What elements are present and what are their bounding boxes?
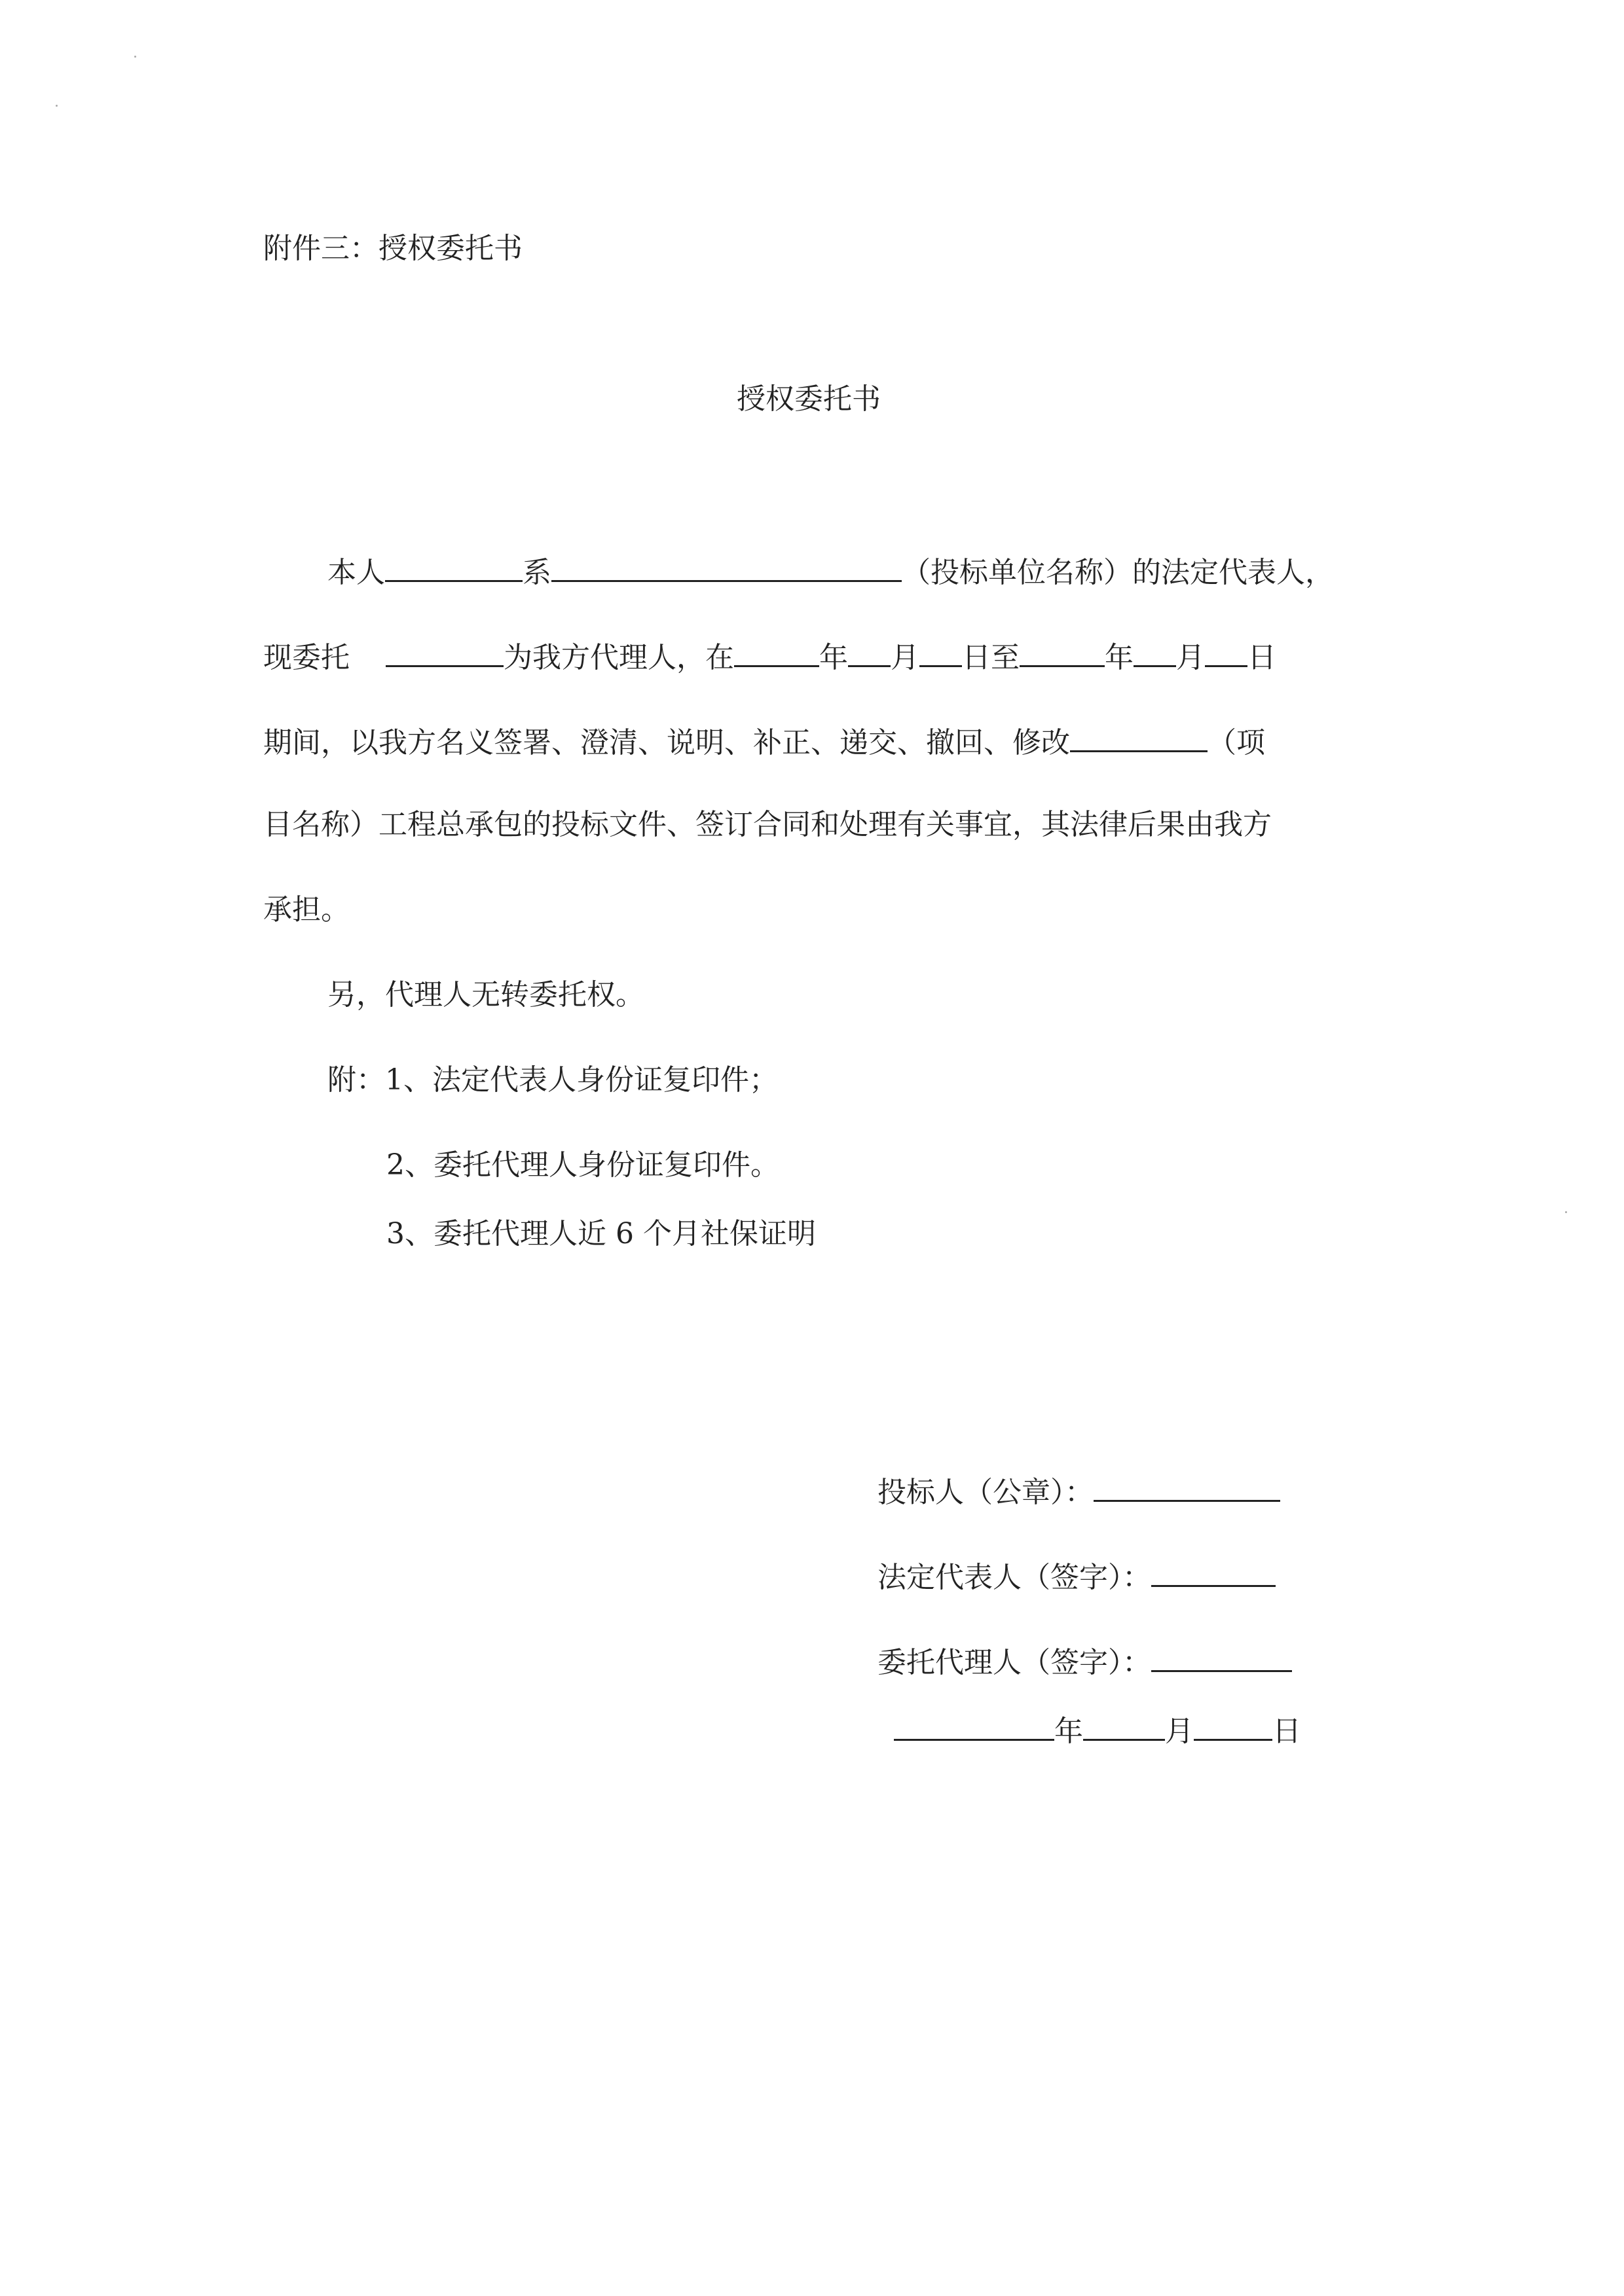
blank-end-year: [1020, 635, 1105, 667]
blank-project-name: [1070, 720, 1208, 752]
text-principal: 本人: [327, 556, 385, 589]
scan-speck: [56, 105, 58, 107]
signature-bidder: [877, 1470, 1280, 1512]
attachment-item-1-text: 1、法定代表人身份证复印件；: [385, 1063, 778, 1097]
blank-bidder-name: [551, 550, 902, 582]
signature-legal-rep: [877, 1555, 1276, 1597]
text-month-2: 月: [1176, 641, 1205, 674]
text-sign-year: 年: [1054, 1715, 1083, 1748]
agent-sign-label: 委托代理人（签字）：: [877, 1646, 1151, 1679]
blank-sign-year: [894, 1709, 1054, 1741]
text-sign-month: 月: [1165, 1715, 1194, 1748]
attachment-item-2: 2、委托代理人身份证复印件。: [386, 1148, 779, 1182]
text-year-1: 年: [819, 641, 848, 674]
text-sign-day: 日: [1272, 1715, 1301, 1748]
signature-date: [894, 1709, 1301, 1751]
paragraph-line-5: 承担。: [263, 893, 350, 926]
legal-rep-sign-label: 法定代表人（签字）：: [877, 1561, 1151, 1594]
bidder-seal-label: 投标人（公章）：: [877, 1476, 1094, 1509]
text-day-to: 日至: [962, 641, 1020, 674]
scan-speck: [134, 56, 136, 58]
attachment-item-1: [327, 1061, 778, 1100]
paragraph-line-2: [263, 635, 1276, 678]
no-subdelegation-note: 另，代理人无转委托权。: [327, 978, 644, 1011]
text-month-1: 月: [891, 641, 919, 674]
blank-bidder-seal: [1094, 1470, 1280, 1502]
attachment-item-3: 3、委托代理人近 6 个月社保证明: [386, 1217, 816, 1250]
blank-sign-month: [1083, 1709, 1165, 1741]
document-title: 授权委托书: [737, 382, 881, 416]
blank-end-month: [1134, 635, 1176, 667]
paragraph-line-4: 目名称）工程总承包的投标文件、签订合同和处理有关事宜，其法律后果由我方: [263, 808, 1272, 841]
text-project-open: （项: [1208, 726, 1265, 759]
blank-agent-name: [386, 635, 504, 667]
blank-sign-day: [1194, 1709, 1272, 1741]
text-scope: 期间，以我方名义签署、澄清、说明、补正、递交、撤回、修改: [263, 726, 1070, 759]
blank-principal-name: [385, 550, 523, 582]
paragraph-line-3: [263, 720, 1265, 763]
blank-start-year: [734, 635, 819, 667]
scan-speck: [1565, 1211, 1567, 1213]
text-entrust: 现委托: [263, 641, 350, 674]
signature-agent: [877, 1640, 1292, 1683]
blank-agent-sign: [1151, 1640, 1292, 1672]
text-as-agent: 为我方代理人，在: [504, 641, 734, 674]
paragraph-line-1: [327, 550, 1334, 592]
attachment-heading: 附件三：授权委托书: [263, 232, 523, 265]
text-legal-rep: （投标单位名称）的法定代表人，: [902, 556, 1334, 589]
text-day-2: 日: [1247, 641, 1276, 674]
text-of: 系: [523, 556, 551, 589]
blank-legal-rep-sign: [1151, 1555, 1276, 1587]
blank-start-day: [919, 635, 962, 667]
text-year-2: 年: [1105, 641, 1134, 674]
blank-start-month: [848, 635, 891, 667]
attachment-prefix: 附：: [327, 1063, 385, 1097]
blank-end-day: [1205, 635, 1247, 667]
